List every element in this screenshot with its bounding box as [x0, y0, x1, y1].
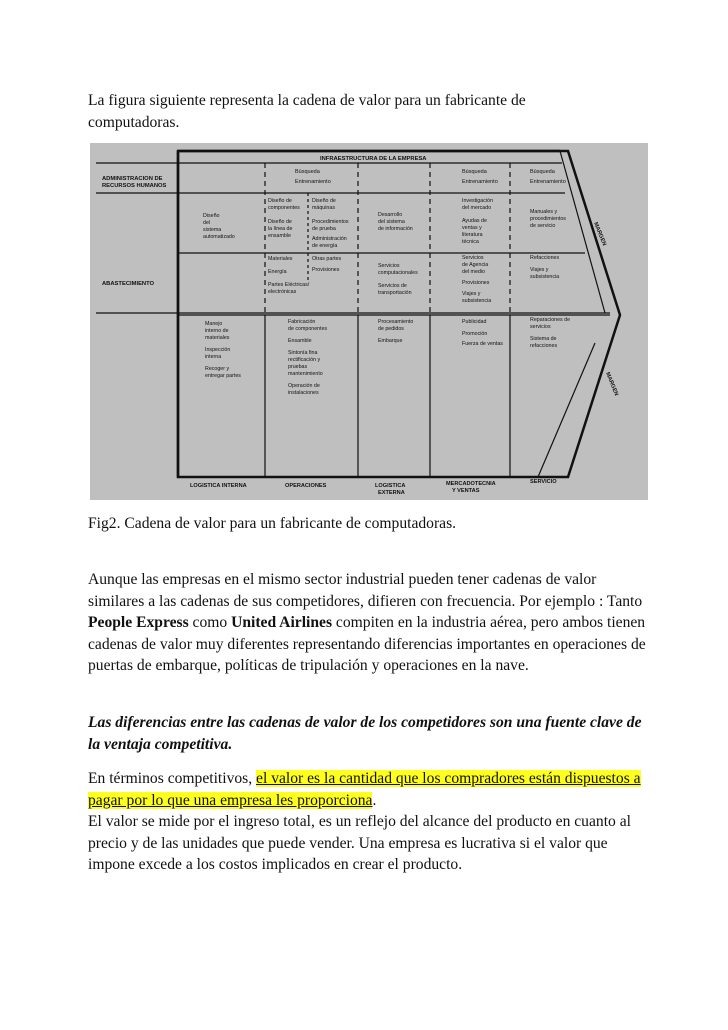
prim-c3-2: de pedidos: [378, 326, 404, 332]
label-outbound-logistics-2: EXTERNA: [378, 490, 405, 496]
prim-c5-1: Reparaciones de: [530, 317, 571, 323]
chain-outline: [178, 151, 620, 477]
prim-c2-3: Ensamble: [288, 338, 312, 344]
dev-c4-4: ventas y: [462, 225, 482, 231]
prim-c2-5: rectificación y: [288, 357, 321, 363]
dev-c5-1: Manuales y: [530, 209, 558, 215]
prim-c2-9: instalaciones: [288, 390, 319, 396]
dev-c5-3: de servicio: [530, 223, 556, 229]
proc-c2b-2: Provisiones: [312, 267, 340, 273]
proc-c3-1: Servicios: [378, 263, 400, 269]
rh-c2-2: Entrenamiento: [295, 179, 331, 185]
proc-c4-5: Viajes y: [462, 291, 481, 297]
intro-paragraph: [88, 90, 648, 133]
dev-c2a-1: Diseño de: [268, 198, 292, 204]
paragraph-3-text-3: El valor se mide por el ingreso total, es un reflejo del alcance del producto en cuanto al precio y de las unidades que puede vender. Una empresa es lucrativa si el valor que impone excede a los costos implicados en crear el producto.: [88, 813, 631, 873]
paragraph-1-text-2: como: [188, 614, 232, 631]
dev-c1-1: Diseño: [203, 213, 220, 219]
proc-c2c-2: electrónicas: [268, 289, 297, 295]
dev-c2b-6: de energía: [312, 243, 338, 249]
paragraph-3-text-1: En términos competitivos,: [88, 770, 257, 787]
prim-c5-4: refacciones: [530, 343, 558, 349]
highlighted-definition: el valor es la cantidad que los compradores están dispuestos a pagar por lo que una empresa les proporciona: [88, 770, 641, 809]
dev-c2b-5: Administración: [312, 236, 347, 242]
paragraph-3: [88, 768, 648, 876]
proc-c2a-2: Energía: [268, 269, 287, 275]
dev-c1-2: del: [203, 220, 211, 226]
dev-c2a-5: ensamble: [268, 233, 291, 239]
prim-c4-2: Promoción: [462, 331, 488, 337]
rh-c5-1: Búsqueda: [530, 169, 555, 175]
prim-c1-4: Inspección: [205, 347, 231, 353]
paragraph-3-text-2: .: [372, 791, 377, 809]
prim-c1-3: materiales: [205, 335, 230, 341]
proc-c2b-1: Otras partes: [312, 256, 342, 262]
proc-c3-3: Servicios de: [378, 283, 407, 289]
dev-c3-3: de información: [378, 226, 413, 232]
dev-c3-2: del sistema: [378, 219, 405, 225]
dev-c4-3: Ayudas de: [462, 218, 487, 224]
procurement-label: ABASTECIMIENTO: [102, 281, 155, 287]
prim-c4-3: Fuerza de ventas: [462, 341, 503, 347]
margin-label-bottom: MARGEN: [604, 371, 620, 397]
dev-c4-6: técnica: [462, 239, 479, 245]
dev-c2b-4: de prueba: [312, 226, 336, 232]
intro-line-1: La figura siguiente representa la cadena de valor para un fabricante de: [88, 92, 526, 109]
prim-c3-3: Embarque: [378, 338, 403, 344]
infra-label: INFRAESTRUCTURA DE LA EMPRESA: [320, 156, 427, 162]
margin-label-top: MARGEN: [592, 221, 608, 247]
label-marketing-1: MERCADOTECNIA: [446, 481, 496, 487]
dev-c2b-1: Diseño de: [312, 198, 336, 204]
label-operations: OPERACIONES: [285, 483, 327, 489]
prim-c2-1: Fabricación: [288, 319, 316, 325]
rh-c5-2: Entrenamiento: [530, 179, 566, 185]
intro-line-2: computadoras.: [88, 113, 180, 131]
prim-c2-6: pruebas: [288, 364, 308, 370]
paragraph-1: [88, 569, 648, 677]
key-statement: Las diferencias entre las cadenas de valor de los competidores son una fuente clave de la ventaja competitiva.: [88, 714, 642, 753]
proc-c3-2: computacionales: [378, 270, 418, 276]
value-chain-figure: [90, 143, 648, 500]
prim-c1-5: interna: [205, 354, 222, 360]
company-people-express: People Express: [88, 614, 189, 631]
paragraph-1-text-3: compiten en la industria aérea, pero ambos tienen cadenas de valor muy diferentes representando diferencias importantes en operaciones de puertas de embarque, políticas de tripulación y operaciones en la nave.: [88, 614, 646, 674]
proc-c5-1: Refacciones: [530, 255, 560, 261]
prim-c2-4: Sintonía fina: [288, 350, 318, 356]
dev-c2a-2: componentes: [268, 205, 300, 211]
prim-c1-7: entregar partes: [205, 373, 241, 379]
label-marketing-2: Y VENTAS: [452, 488, 480, 494]
dev-c4-1: Investigación: [462, 198, 493, 204]
prim-c1-1: Manejo: [205, 321, 223, 327]
dev-c2b-3: Procedimientos: [312, 219, 349, 225]
paragraph-1-text-1: Aunque las empresas en el mismo sector industrial pueden tener cadenas de valor similares a las cadenas de sus competidores, difieren con frecuencia. Por ejemplo : Tanto: [88, 571, 643, 610]
figure-caption: Fig2. Cadena de valor para un fabricante de computadoras.: [88, 515, 457, 532]
proc-c4-3: del medio: [462, 269, 485, 275]
dev-c2a-3: Diseño de: [268, 219, 292, 225]
rh-c4-2: Entrenamiento: [462, 179, 498, 185]
value-chain-diagram: [90, 143, 648, 500]
label-service: SERVICIO: [530, 479, 557, 485]
dev-c3-1: Desarrollo: [378, 212, 403, 218]
rh-c2-1: Búsqueda: [295, 169, 320, 175]
dev-c2a-4: la línea de: [268, 226, 293, 232]
proc-c4-1: Servicios: [462, 255, 484, 261]
chain-grid: [96, 151, 610, 477]
prim-c1-2: interno de: [205, 328, 229, 334]
prim-c2-7: mantenimiento: [288, 371, 323, 377]
rh-label-2: RECURSOS HUMANOS: [102, 183, 167, 189]
prim-c5-3: Sistema de: [530, 336, 557, 342]
label-outbound-logistics-1: LOGISTICA: [375, 483, 406, 489]
proc-c4-6: subsistencia: [462, 298, 492, 304]
proc-c3-4: transportación: [378, 290, 412, 296]
proc-c5-3: subsistencia: [530, 274, 560, 280]
proc-c4-2: de Agencia: [462, 262, 489, 268]
dev-c5-2: procedimientos: [530, 216, 566, 222]
dev-c2b-2: máquinas: [312, 205, 335, 211]
rh-label-1: ADMINISTRACION DE: [102, 176, 163, 182]
proc-c2c-1: Partes Eléctricas/: [268, 282, 310, 288]
dev-c4-2: del mercado: [462, 205, 492, 211]
dev-c4-5: literatura: [462, 232, 483, 238]
label-inbound-logistics: LOGISTICA INTERNA: [190, 483, 247, 489]
dev-c1-4: automatizado: [203, 234, 235, 240]
proc-c2a-1: Materiales: [268, 256, 293, 262]
prim-c5-2: servicios: [530, 324, 551, 330]
proc-c4-4: Provisiones: [462, 280, 490, 286]
prim-c3-1: Procesamiento: [378, 319, 414, 325]
dev-c1-3: sistema: [203, 227, 222, 233]
proc-c5-2: Viajes y: [530, 267, 549, 273]
prim-c4-1: Publicidad: [462, 319, 487, 325]
prim-c2-8: Operación de: [288, 383, 320, 389]
prim-c1-6: Recoger y: [205, 366, 230, 372]
company-united-airlines: United Airlines: [231, 614, 333, 631]
rh-c4-1: Búsqueda: [462, 169, 487, 175]
prim-c2-2: de componentes: [288, 326, 328, 332]
